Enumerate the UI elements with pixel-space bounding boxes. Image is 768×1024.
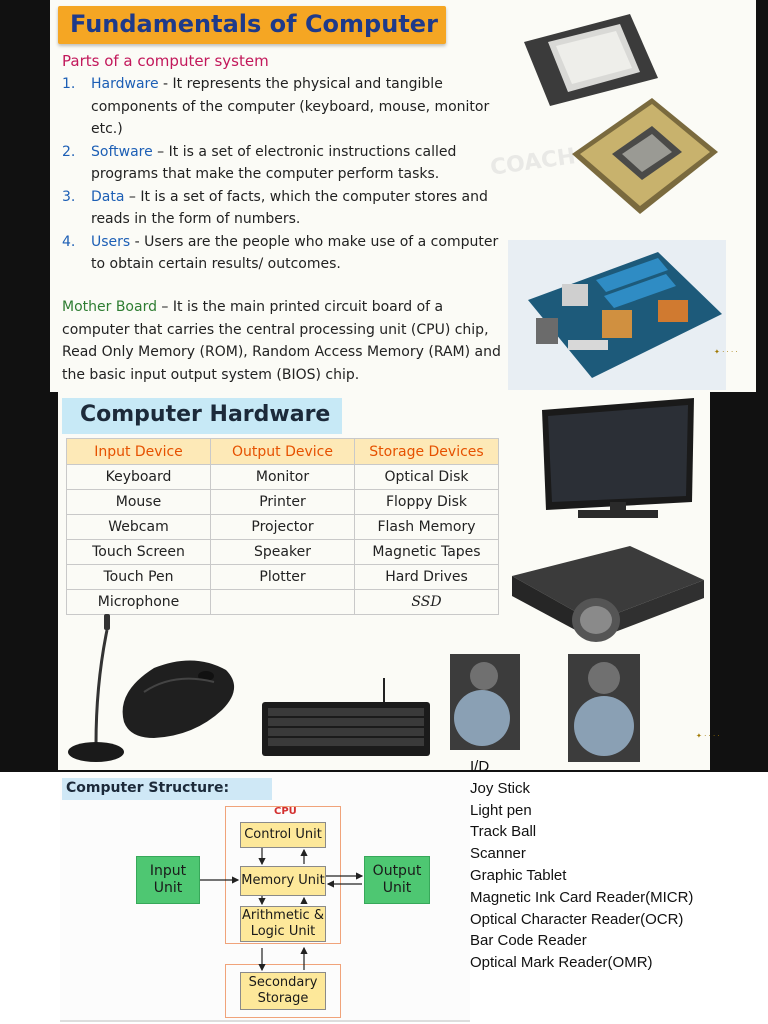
keyboard-image (260, 678, 432, 760)
list-term: Data (91, 188, 125, 205)
list-term: Hardware (91, 76, 159, 92)
table-header: Output Device (211, 439, 355, 465)
motherboard-definition (62, 296, 512, 386)
table-row (67, 540, 499, 565)
list-item: Magnetic Ink Card Reader(MICR) (470, 888, 694, 906)
table-cell: Microphone (67, 590, 211, 615)
slide-fundamentals-content (50, 0, 756, 392)
list-number: 2. (62, 143, 76, 160)
speaker-image (564, 654, 644, 764)
list-item: Optical Mark Reader(OMR) (470, 954, 653, 972)
list-item: Graphic Tablet (470, 866, 567, 884)
motherboard-term: Mother Board (62, 299, 157, 315)
table-cell: Magnetic Tapes (355, 540, 499, 565)
table-row (67, 465, 499, 490)
diagram-title: Computer Structure: (62, 778, 272, 800)
table-cell: Optical Disk (355, 465, 499, 490)
list-term: Software (91, 143, 153, 160)
list-desc: – It is a set of electronic instructions called programs that make the computer perform tasks. (91, 143, 457, 182)
list-number: 4. (62, 233, 76, 250)
table-header: Input Device (67, 439, 211, 465)
list-number: 1. (62, 76, 76, 92)
slide-title: Computer Hardware (62, 398, 342, 434)
slide-subtitle: Parts of a computer system (62, 52, 269, 70)
table-row (67, 490, 499, 515)
control-unit-box: Control Unit (240, 822, 326, 848)
secondary-storage-box: Secondary Storage (240, 972, 326, 1010)
list-item (62, 186, 502, 231)
cpu-chip-image (518, 12, 660, 108)
table-cell: Flash Memory (355, 515, 499, 540)
cpu-label: CPU (274, 806, 297, 817)
table-cell: Mouse (67, 490, 211, 515)
table-row (67, 590, 499, 615)
watermark: COACH (488, 144, 578, 181)
table-cell: Webcam (67, 515, 211, 540)
table-cell: Touch Screen (67, 540, 211, 565)
slide-computer-hardware (0, 392, 768, 772)
table-cell: Speaker (211, 540, 355, 565)
table-cell-handwritten: SSD (355, 590, 499, 615)
channel-logo: ✦ · · · · (696, 732, 720, 740)
hardware-table (66, 438, 499, 615)
list-desc: - It represents the physical and tangible components of the computer (keyboard, mouse, monitor etc.) (91, 76, 490, 137)
slide-hardware-content (58, 392, 720, 770)
channel-logo: ✦ · · · · (714, 348, 738, 356)
motherboard-desc: – It is the main printed circuit board of a computer that carries the central processing unit (CPU) chip, Read Only Memory (ROM), Random Access Memory (RAM) and the basic input output system (BIOS) chip. (62, 299, 501, 383)
table-cell (211, 590, 355, 615)
list-item (62, 141, 502, 186)
mouse-image (114, 652, 244, 742)
monitor-image (540, 398, 700, 528)
list-desc: - Users are the people who make use of a computer to obtain certain results/ outcomes. (91, 233, 499, 272)
list-item (62, 73, 502, 141)
list-term: Users (91, 233, 131, 250)
table-row (67, 565, 499, 590)
list-item: Bar Code Reader (470, 932, 587, 950)
table-cell: Touch Pen (67, 565, 211, 590)
table-cell: Keyboard (67, 465, 211, 490)
table-cell: Plotter (211, 565, 355, 590)
projector-image (510, 540, 706, 652)
motherboard-image (508, 240, 726, 390)
list-item: Joy Stick (470, 779, 531, 797)
list-desc: – It is a set of facts, which the computer stores and reads in the form of numbers. (91, 188, 488, 227)
speaker-image (444, 654, 524, 752)
list-number: 3. (62, 188, 76, 205)
table-header-row (67, 439, 499, 465)
list-item: Light pen (470, 801, 532, 819)
table-row (67, 515, 499, 540)
parts-list (62, 73, 502, 276)
output-unit-box: Output Unit (364, 856, 430, 904)
list-item: I/D (470, 758, 490, 775)
list-item: Track Ball (470, 823, 537, 841)
memory-unit-box: Memory Unit (240, 866, 326, 896)
table-cell: Printer (211, 490, 355, 515)
table-header: Storage Devices (355, 439, 499, 465)
list-item: Scanner (470, 845, 526, 863)
computer-structure-diagram (60, 772, 470, 1022)
table-cell: Floppy Disk (355, 490, 499, 515)
slide-fundamentals (0, 0, 768, 392)
list-item: Optical Character Reader(OCR) (470, 910, 684, 928)
table-cell: Hard Drives (355, 565, 499, 590)
cpu-pins-image (570, 96, 720, 216)
slide-title: Fundamentals of Computer (58, 6, 446, 44)
alu-box: Arithmetic & Logic Unit (240, 906, 326, 942)
table-cell: Monitor (211, 465, 355, 490)
input-unit-box: Input Unit (136, 856, 200, 904)
input-devices-list (470, 756, 760, 974)
list-item (62, 231, 502, 276)
table-cell: Projector (211, 515, 355, 540)
